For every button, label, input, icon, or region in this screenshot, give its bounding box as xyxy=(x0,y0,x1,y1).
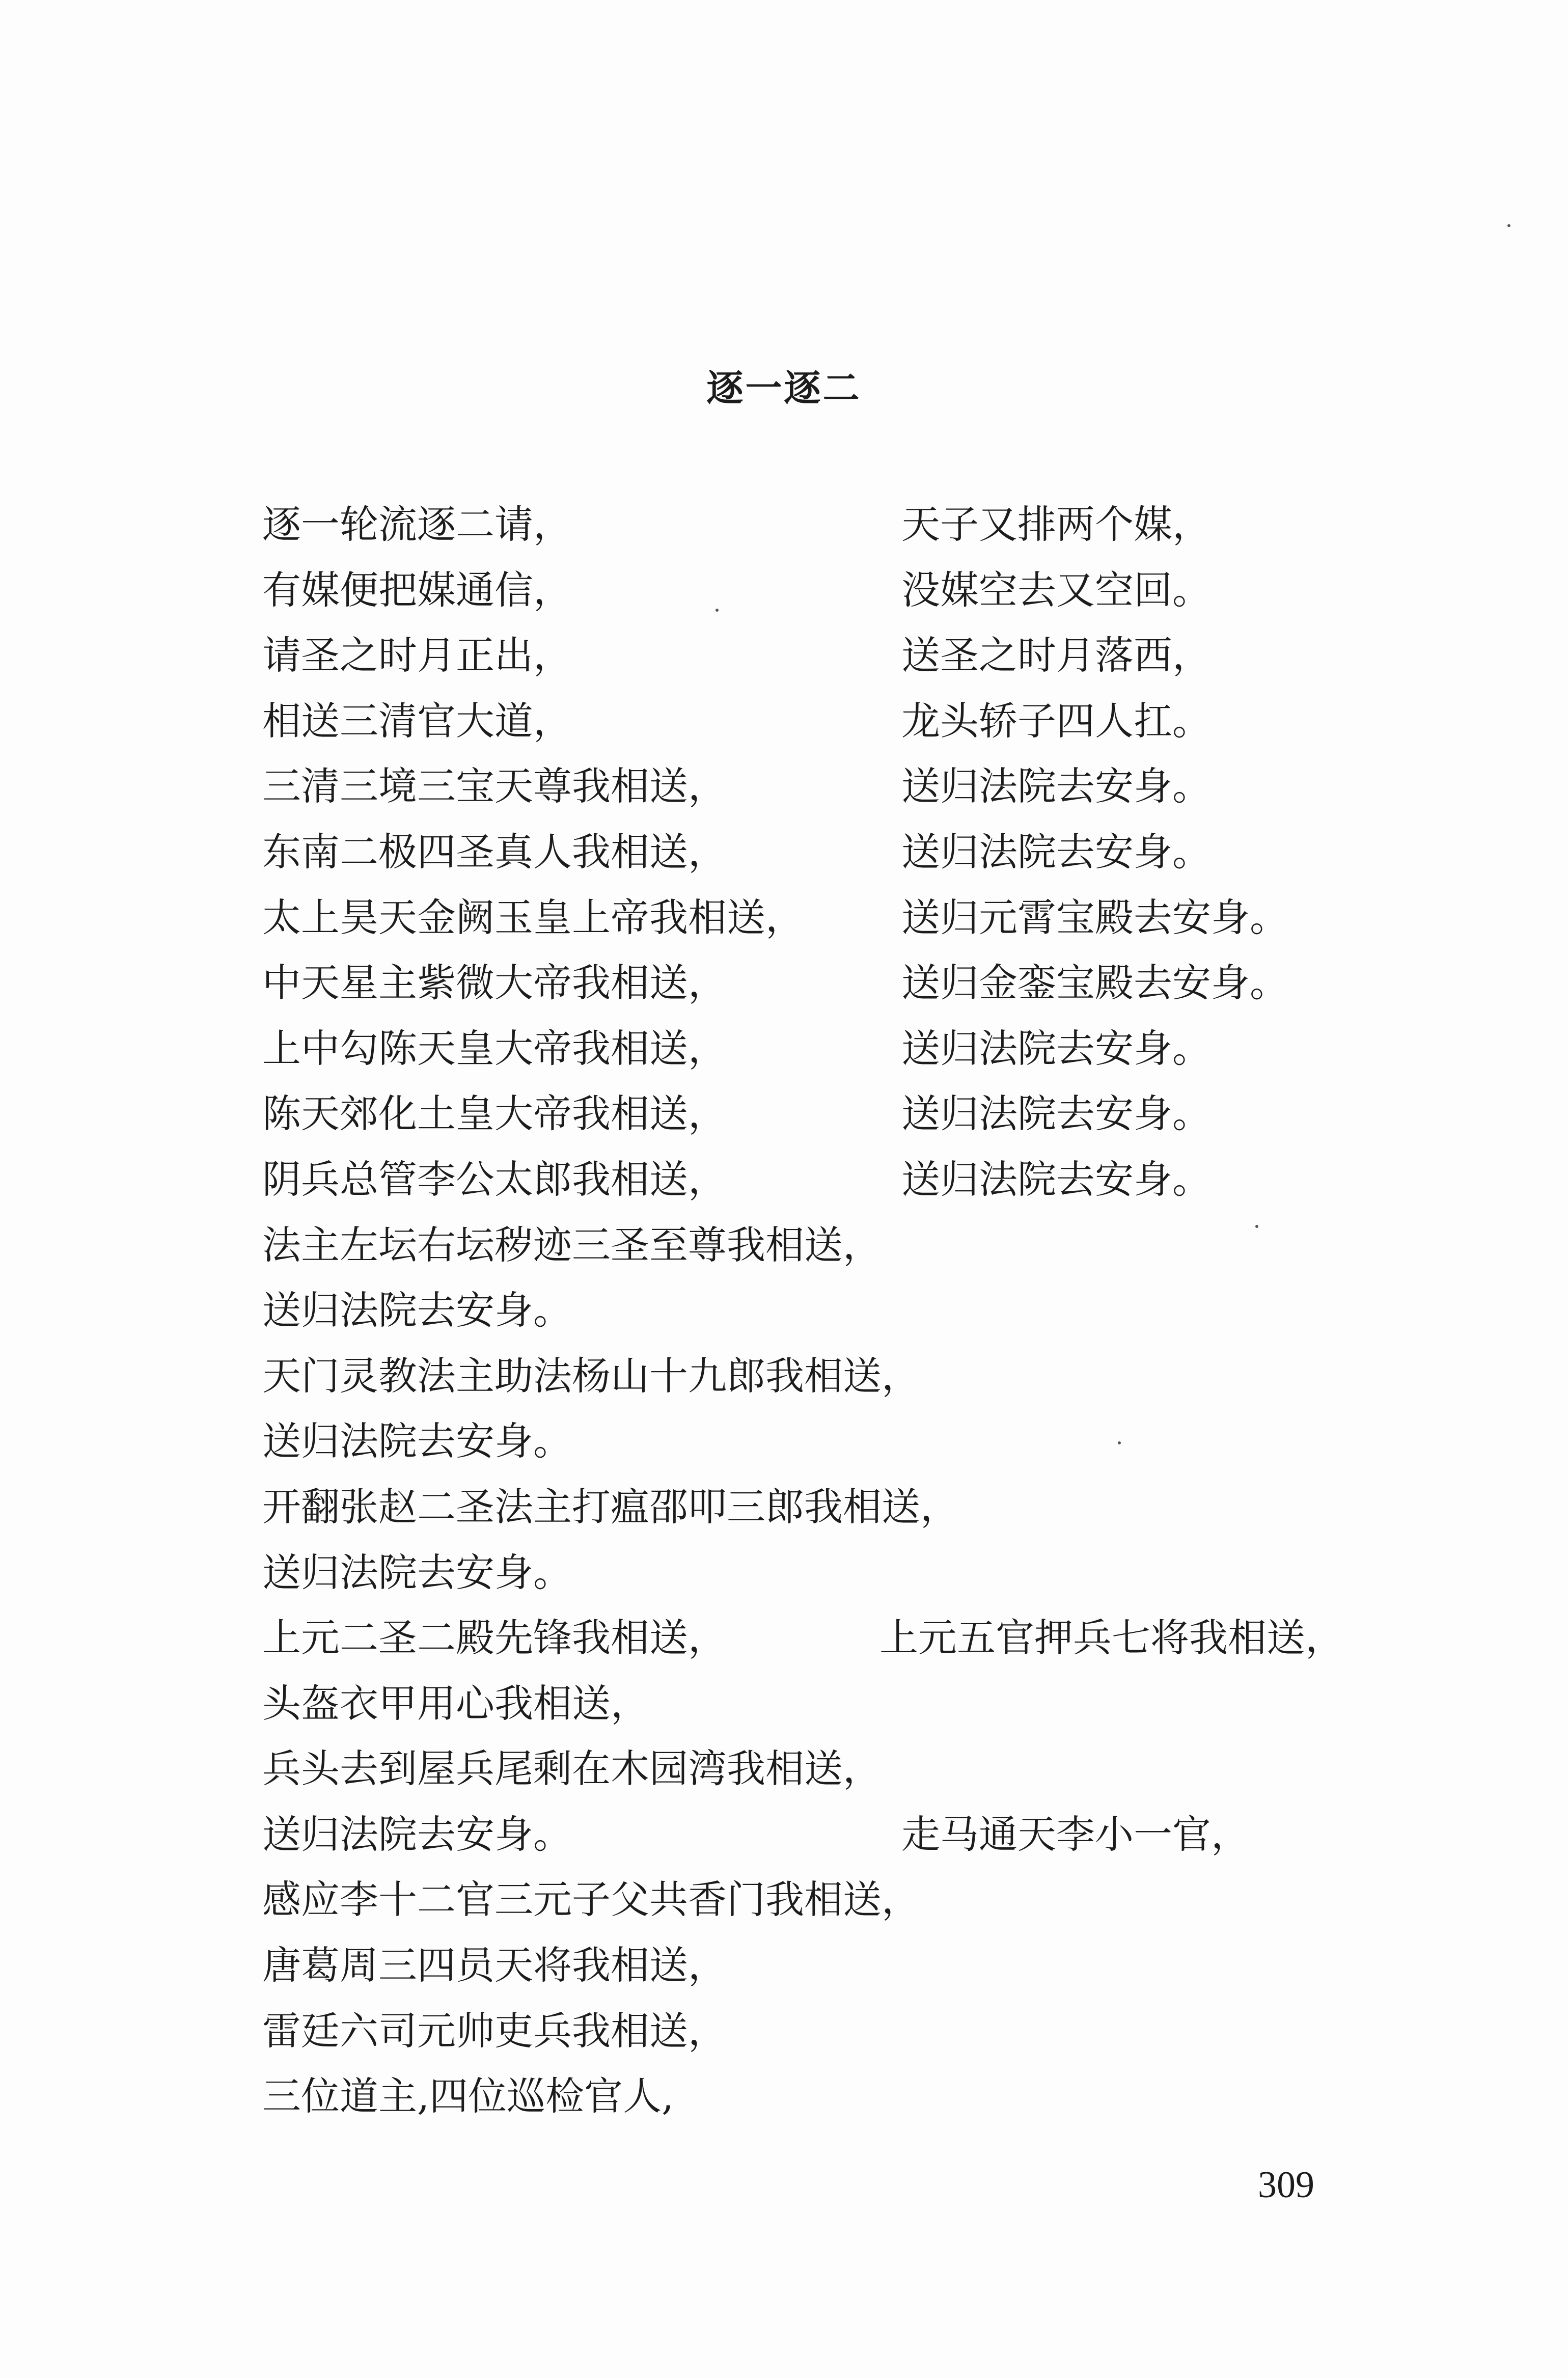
verse-line-second-half: 天子又排两个媒， xyxy=(901,502,1211,547)
scan-speck xyxy=(1507,224,1510,227)
verse-line-first-half: 唐葛周三四员天将我相送， xyxy=(262,1943,727,1988)
verse-line xyxy=(262,1154,1434,1220)
verse-line-second-half: 走马通天李小一官， xyxy=(901,1811,1250,1857)
verse-line-second-half: 送归法院去安身。 xyxy=(901,763,1211,809)
verse-line-first-half: 阴兵总管李公太郎我相送， xyxy=(262,1156,727,1202)
verse-line-first-half: 上中勾陈天皇大帝我相送， xyxy=(262,1025,727,1071)
verse-line-first-half: 上元二圣二殿先锋我相送， xyxy=(262,1615,727,1661)
verse-line xyxy=(262,1023,1434,1089)
verse-line xyxy=(262,1809,1434,1875)
verse-line xyxy=(262,1874,1434,1940)
verse-line-first-half: 感应李十二官三元子父共香门我相送， xyxy=(262,1877,920,1923)
verse-line-second-half: 没媒空去又空回。 xyxy=(901,567,1211,613)
page-title: 逐一逐二 xyxy=(706,367,862,409)
verse-line-second-half: 送圣之时月落西， xyxy=(901,633,1211,678)
verse-line-first-half: 雷廷六司元帅吏兵我相送， xyxy=(262,2008,727,2054)
verse-body xyxy=(262,499,1434,2137)
verse-line-first-half: 三清三境三宝天尊我相送， xyxy=(262,763,727,809)
verse-line-first-half: 请圣之时月正出， xyxy=(262,633,572,678)
verse-line-first-half: 太上昊天金阙玉皇上帝我相送， xyxy=(262,894,804,940)
verse-line xyxy=(262,1351,1434,1416)
scan-speck xyxy=(1255,1225,1258,1228)
verse-line-first-half: 中天星主紫微大帝我相送， xyxy=(262,960,727,1006)
verse-line-second-half: 上元五官押兵七将我相送， xyxy=(879,1615,1344,1661)
scan-speck xyxy=(1118,1441,1121,1444)
verse-line-first-half: 法主左坛右坛秽迹三圣至尊我相送， xyxy=(262,1222,882,1268)
verse-line-first-half: 有媒便把媒通信， xyxy=(262,567,572,613)
verse-line xyxy=(262,2071,1434,2137)
verse-line-first-half: 送归法院去安身。 xyxy=(262,1549,572,1595)
verse-line-second-half: 送归法院去安身。 xyxy=(901,1156,1211,1202)
verse-line xyxy=(262,630,1434,696)
verse-line-first-half: 三位道主,四位巡检官人, xyxy=(262,2073,674,2119)
verse-line-second-half: 送归元霄宝殿去安身。 xyxy=(901,894,1288,940)
verse-line xyxy=(262,2006,1434,2071)
verse-line xyxy=(262,696,1434,761)
verse-line-first-half: 兵头去到屋兵尾剩在木园湾我相送， xyxy=(262,1746,882,1792)
verse-line xyxy=(262,1678,1434,1744)
verse-line xyxy=(262,499,1434,565)
verse-line xyxy=(262,1482,1434,1547)
verse-line-first-half: 东南二极四圣真人我相送， xyxy=(262,829,727,874)
verse-line xyxy=(262,1547,1434,1613)
verse-line-first-half: 逐一轮流逐二请， xyxy=(262,502,572,547)
verse-line xyxy=(262,1088,1434,1154)
verse-line xyxy=(262,1416,1434,1482)
verse-line-first-half: 送归法院去安身。 xyxy=(262,1288,572,1333)
verse-line-first-half: 陈天郊化土皇大帝我相送， xyxy=(262,1091,727,1137)
verse-line-first-half: 头盔衣甲用心我相送， xyxy=(262,1680,649,1726)
verse-line-first-half: 送归法院去安身。 xyxy=(262,1811,572,1857)
verse-line-second-half: 送归法院去安身。 xyxy=(901,1091,1211,1137)
page-number: 309 xyxy=(1258,2164,1314,2206)
scan-speck xyxy=(716,609,719,612)
verse-line-second-half: 送归金銮宝殿去安身。 xyxy=(901,960,1288,1006)
verse-line xyxy=(262,892,1434,958)
verse-line-second-half: 龙头轿子四人扛。 xyxy=(901,698,1211,744)
verse-line-first-half: 送归法院去安身。 xyxy=(262,1418,572,1464)
verse-line-first-half: 开翻张赵二圣法主打瘟邵叩三郎我相送， xyxy=(262,1484,959,1529)
verse-line xyxy=(262,827,1434,892)
verse-line xyxy=(262,565,1434,631)
verse-line xyxy=(262,958,1434,1023)
verse-line xyxy=(262,1612,1434,1678)
verse-line xyxy=(262,1940,1434,2006)
verse-line-second-half: 送归法院去安身。 xyxy=(901,829,1211,874)
verse-line-second-half: 送归法院去安身。 xyxy=(901,1025,1211,1071)
verse-line-first-half: 相送三清官大道， xyxy=(262,698,572,744)
verse-line-first-half: 天门灵教法主助法杨山十九郎我相送， xyxy=(262,1353,920,1399)
verse-line xyxy=(262,1220,1434,1286)
verse-line xyxy=(262,1285,1434,1351)
verse-line xyxy=(262,1743,1434,1809)
verse-line xyxy=(262,761,1434,827)
